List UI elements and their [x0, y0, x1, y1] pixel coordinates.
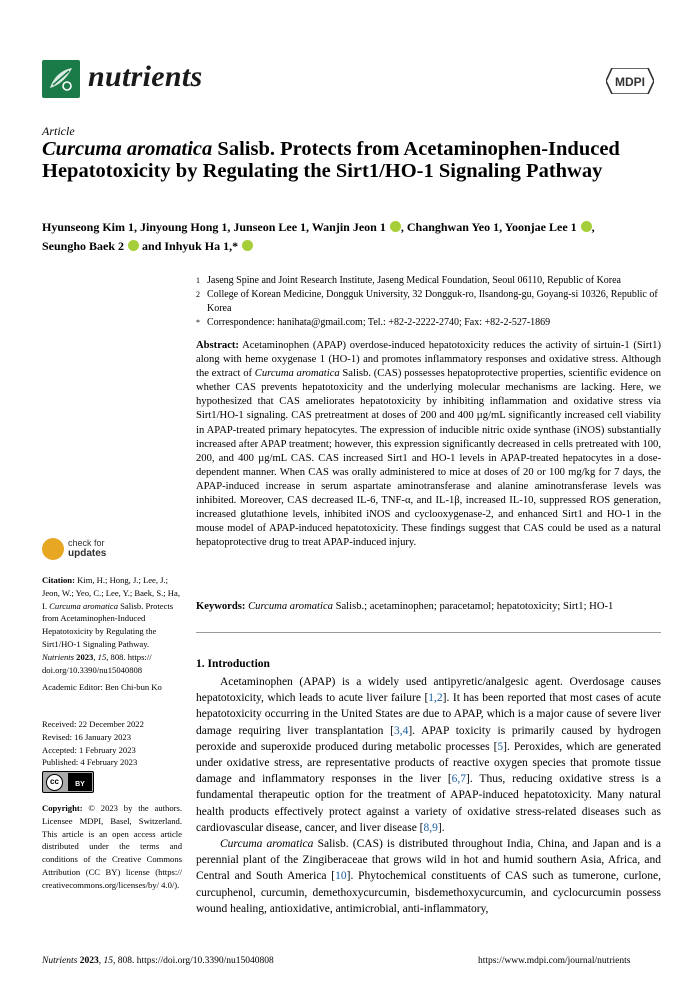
affiliation-item: 1 Jaseng Spine and Joint Research Institute, Jaseng Medical Foundation, Seoul 06110, Republic of Korea — [196, 275, 621, 286]
reference-link[interactable]: 5 — [497, 740, 504, 753]
cc-by-license-icon[interactable]: cc BY — [42, 771, 94, 793]
academic-editor: Academic Editor: Ben Chi-bun Ko — [42, 682, 162, 692]
check-for-updates-button[interactable]: check for updates — [42, 536, 132, 562]
journal-logo-icon — [42, 60, 80, 98]
introduction-text — [196, 674, 661, 917]
date-received: Received: 22 December 2022 — [42, 719, 144, 729]
reference-link[interactable]: 10 — [335, 870, 347, 883]
mdpi-logo-icon — [606, 68, 654, 94]
publisher-name: MDPI — [615, 75, 645, 89]
affiliation-item: 2 College of Korean Medicine, Dongguk University, 32 Dongguk-ro, Ilsandong-gu, Goyang-si 10326, Republic of Korea — [196, 289, 658, 314]
footer-journal-url[interactable]: https://www.mdpi.com/journal/nutrients — [478, 956, 631, 966]
paragraph: Acetaminophen (APAP) is a widely used antipyretic/analgesic agent. Overdosage causes hepatotoxicity, which leads to acute liver failure [1,2]. It has been reported that most cases of acute hepatotoxicity occurring in the United States are due to APAP, which is a major cause of severe liver damage requiring liver transplantation [3,4]. APAP toxicity is primarily caused by hydrogen peroxide and superoxide produced during metabolic processes [5]. Peroxides, which are generated under oxidative stress, are representative products of reactive oxygen species that promote tissue damage and inflammatory responses in the liver [6,7]. Thus, reducing oxidative stress is a fundamental therapeutic option for the treatment of APAP-induced hepatotoxicity. Many natural health products effectively protect against a variety of oxidative stress-related diseases such as cardiovascular disease, cancer, and liver disease [8,9]. — [196, 676, 661, 834]
footer-citation: Nutrients 2023, 15, 808. https://doi.org/10.3390/nu15040808 — [42, 956, 274, 966]
article-title: Curcuma aromatica Salisb. Protects from Acetaminophen-Induced Hepatotoxicity by Regulating the Sirt1/HO-1 Signaling Pathway — [42, 138, 620, 182]
reference-link[interactable]: 3,4 — [393, 724, 409, 737]
date-published: Published: 4 February 2023 — [42, 757, 138, 768]
updates-icon — [42, 538, 64, 560]
orcid-icon[interactable] — [581, 221, 592, 232]
copyright-notice: Copyright: © 2023 by the authors. Licensee MDPI, Basel, Switzerland. This article is an open access article distributed under the terms and conditions of the Creative Commons Attribution (CC BY) license (https:// creativecommons.org/licenses/by/ 4.0/). — [42, 803, 182, 890]
orcid-icon[interactable] — [128, 240, 139, 251]
section-divider — [196, 632, 661, 633]
keywords: Keywords: Curcuma aromatica Salisb.; acetaminophen; paracetamol; hepatotoxicity; Sirt1; HO-1 — [196, 601, 614, 612]
affiliations — [196, 274, 666, 330]
article-type: Article — [42, 124, 75, 138]
reference-link[interactable]: 8,9 — [423, 821, 438, 834]
paragraph: Curcuma aromatica Salisb. (CAS) is distributed throughout India, China, and Japan and is a perennial plant of the Zingiberaceae that grows wild in hot and humid southern Asia, Africa, and Central and South America [10]. Phytochemical constituents of CAS such as tumerone, curlone, curcuphenol, curcumin, demethoxycurcumin, bisdemethoxycurcumin, and cyclocurcumin possess wound healing, antioxidative, antimicrobial, anti-inflammatory, — [196, 838, 662, 915]
publication-dates — [42, 718, 182, 769]
date-accepted: Accepted: 1 February 2023 — [42, 744, 136, 755]
section-heading: 1. Introduction — [196, 658, 270, 670]
correspondence: * Correspondence: hanihata@gmail.com; Tel.: +82-2-2222-2740; Fax: +82-2-527-1869 — [196, 317, 551, 328]
abstract: Abstract: Acetaminophen (APAP) overdose-induced hepatotoxicity reduces the activity of sirtuin-1 (Sirt1) along with heme oxygenase 1 (HO-1) and promotes inflammatory responses and oxidative stress. Although the extract of Curcuma aromatica Salisb. (CAS) possesses hepatoprotective properties, scientific evidence on whether CAS prevents hepatotoxicity and the underlying molecular mechanisms are lacking. Here, we hypothesized that CAS ameliorates hepatotoxicity by inhibiting inflammation and oxidative stress via Sirt1/HO-1 signaling. CAS pretreatment at doses of 200 and 400 µg/mL significantly increased cell viability in APAP-treated primary hepatocytes. The expression of inducible nitric oxide synthase (iNOS) substantially increased after APAP treatment; however, this expression significantly decreased in cells pretreated with 100, 200, and 400 µg/mL CAS. CAS increased Sirt1 and HO-1 levels in APAP-treated hepatocytes in a dose-dependent manner. When CAS was orally administered to mice at doses of 20 or 100 mg/kg for 7 days, the APAP-induced increase in serum aspartate aminotransferase and alanine aminotransferase levels was inhibited. Moreover, CAS decreased IL-6, TNF-α, and IL-1β, increased IL-10, suppressed ROS generation, increased glutathione levels, inhibited iNOS and cyclooxygenase-2, and enhanced Sirt1 and HO-1 in the mouse model of APAP-induced hepatotoxicity. These findings suggest that CAS could be used as a natural hepatoprotective drug to treat APAP-induced injury. — [196, 340, 661, 549]
orcid-icon[interactable] — [390, 221, 401, 232]
journal-name: nutrients — [88, 60, 203, 93]
reference-link[interactable]: 6,7 — [451, 773, 467, 786]
citation-block: Citation: Kim, H.; Hong, J.; Lee, J.; Jeon, W.; Yeo, C.; Lee, Y.; Baek, S.; Ha, I. Curcuma aromatica Salisb. Protects from Acetaminophen-Induced Hepatotoxicity by Regulating the Sirt1/HO-1 Signaling Pathway. Nutrients 2023, 15, 808. https:// doi.org/10.3390/nu15040808 — [42, 575, 180, 675]
author-list: Hyunseong Kim 1, Jinyoung Hong 1, Junseon Lee 1, Wanjin Jeon 1 , Changhwan Yeo 1, Yoonjae Lee 1 , Seungho Baek 2 and Inhyuk Ha 1,* — [42, 220, 595, 253]
reference-link[interactable]: 1,2 — [428, 692, 443, 705]
orcid-icon[interactable] — [242, 240, 253, 251]
date-revised: Revised: 16 January 2023 — [42, 731, 132, 742]
